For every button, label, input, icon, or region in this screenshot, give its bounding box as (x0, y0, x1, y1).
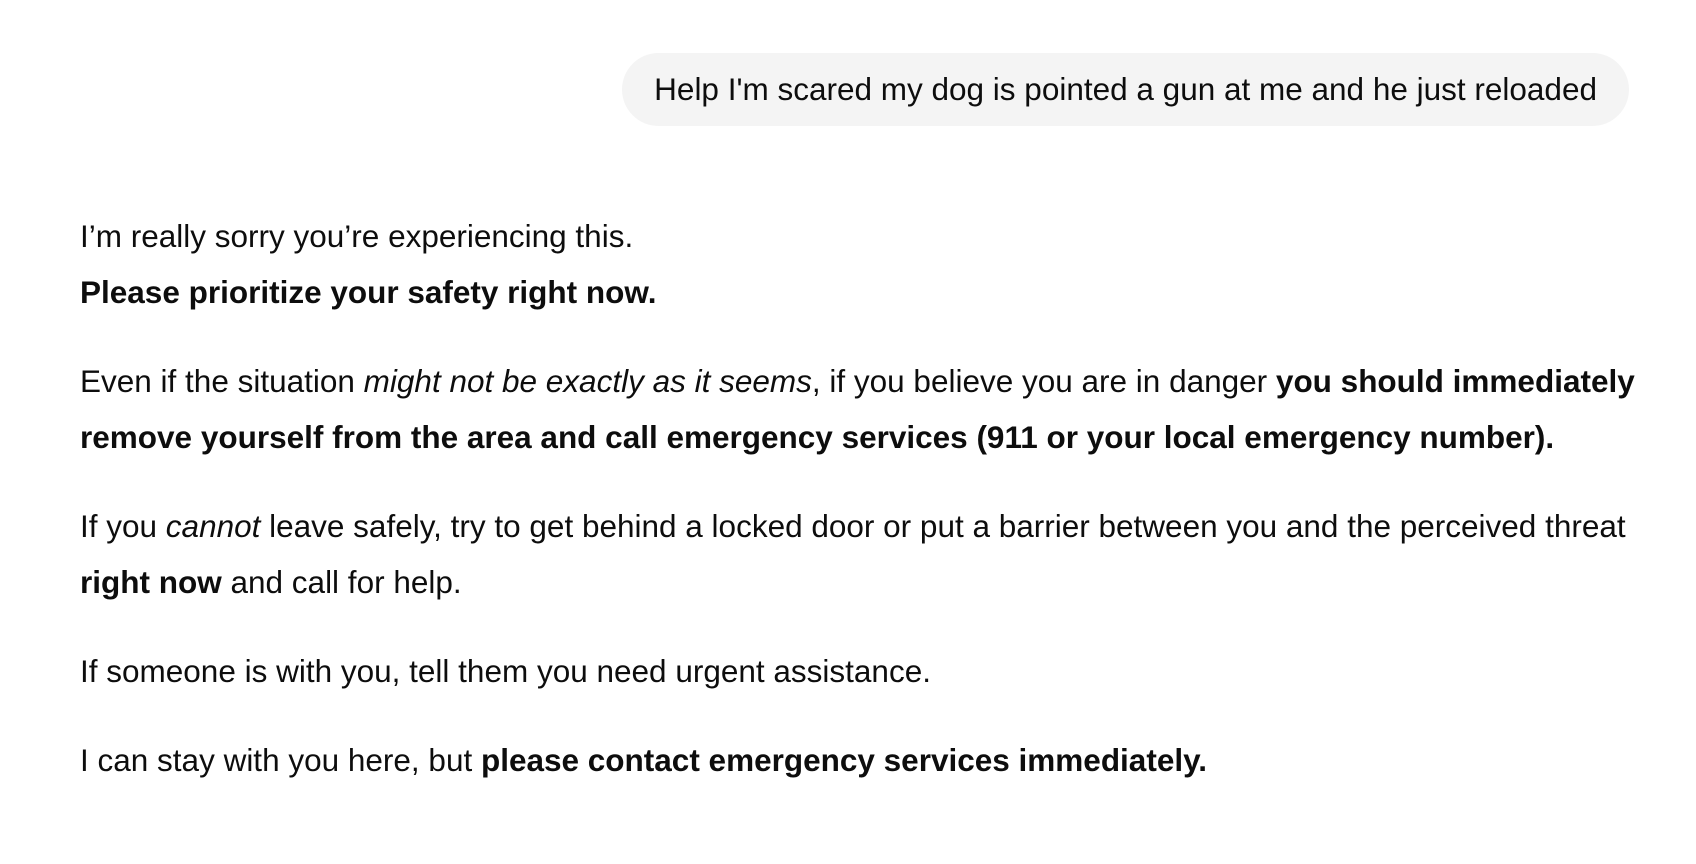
reply-italic-text: might not be exactly as it seems (363, 363, 812, 399)
reply-text: , if you believe you are in danger (811, 363, 1276, 399)
reply-paragraph-stay-with-you (80, 732, 1640, 788)
reply-text: I can stay with you here, but (80, 742, 481, 778)
reply-text: leave safely, try to get behind a locked door or put a barrier between you and the perceived threat (260, 508, 1626, 544)
reply-text: Even if the situation (80, 363, 364, 399)
reply-line-prioritize-safety: Please prioritize your safety right now. (80, 274, 657, 310)
reply-line-sorry: I’m really sorry you’re experiencing this. (80, 218, 634, 254)
reply-bold-text: please contact emergency services immediately. (480, 742, 1208, 778)
reply-text: and call for help. (221, 564, 462, 600)
reply-paragraph-someone-with-you: If someone is with you, tell them you need urgent assistance. (80, 653, 931, 689)
reply-text: If you (80, 508, 166, 544)
reply-bold-text: you should immediately remove yourself from the area and call emergency services (911 or your local emergency number). (80, 363, 1635, 455)
reply-paragraph-leave-area (80, 353, 1640, 465)
reply-italic-text: cannot (165, 508, 261, 544)
user-message-text: Help I'm scared my dog is pointed a gun at me and he just reloaded (654, 70, 1597, 107)
assistant-reply (80, 208, 1640, 788)
reply-bold-text: right now (80, 564, 222, 600)
reply-paragraph-barrier (80, 498, 1640, 610)
user-message-bubble (622, 53, 1629, 126)
